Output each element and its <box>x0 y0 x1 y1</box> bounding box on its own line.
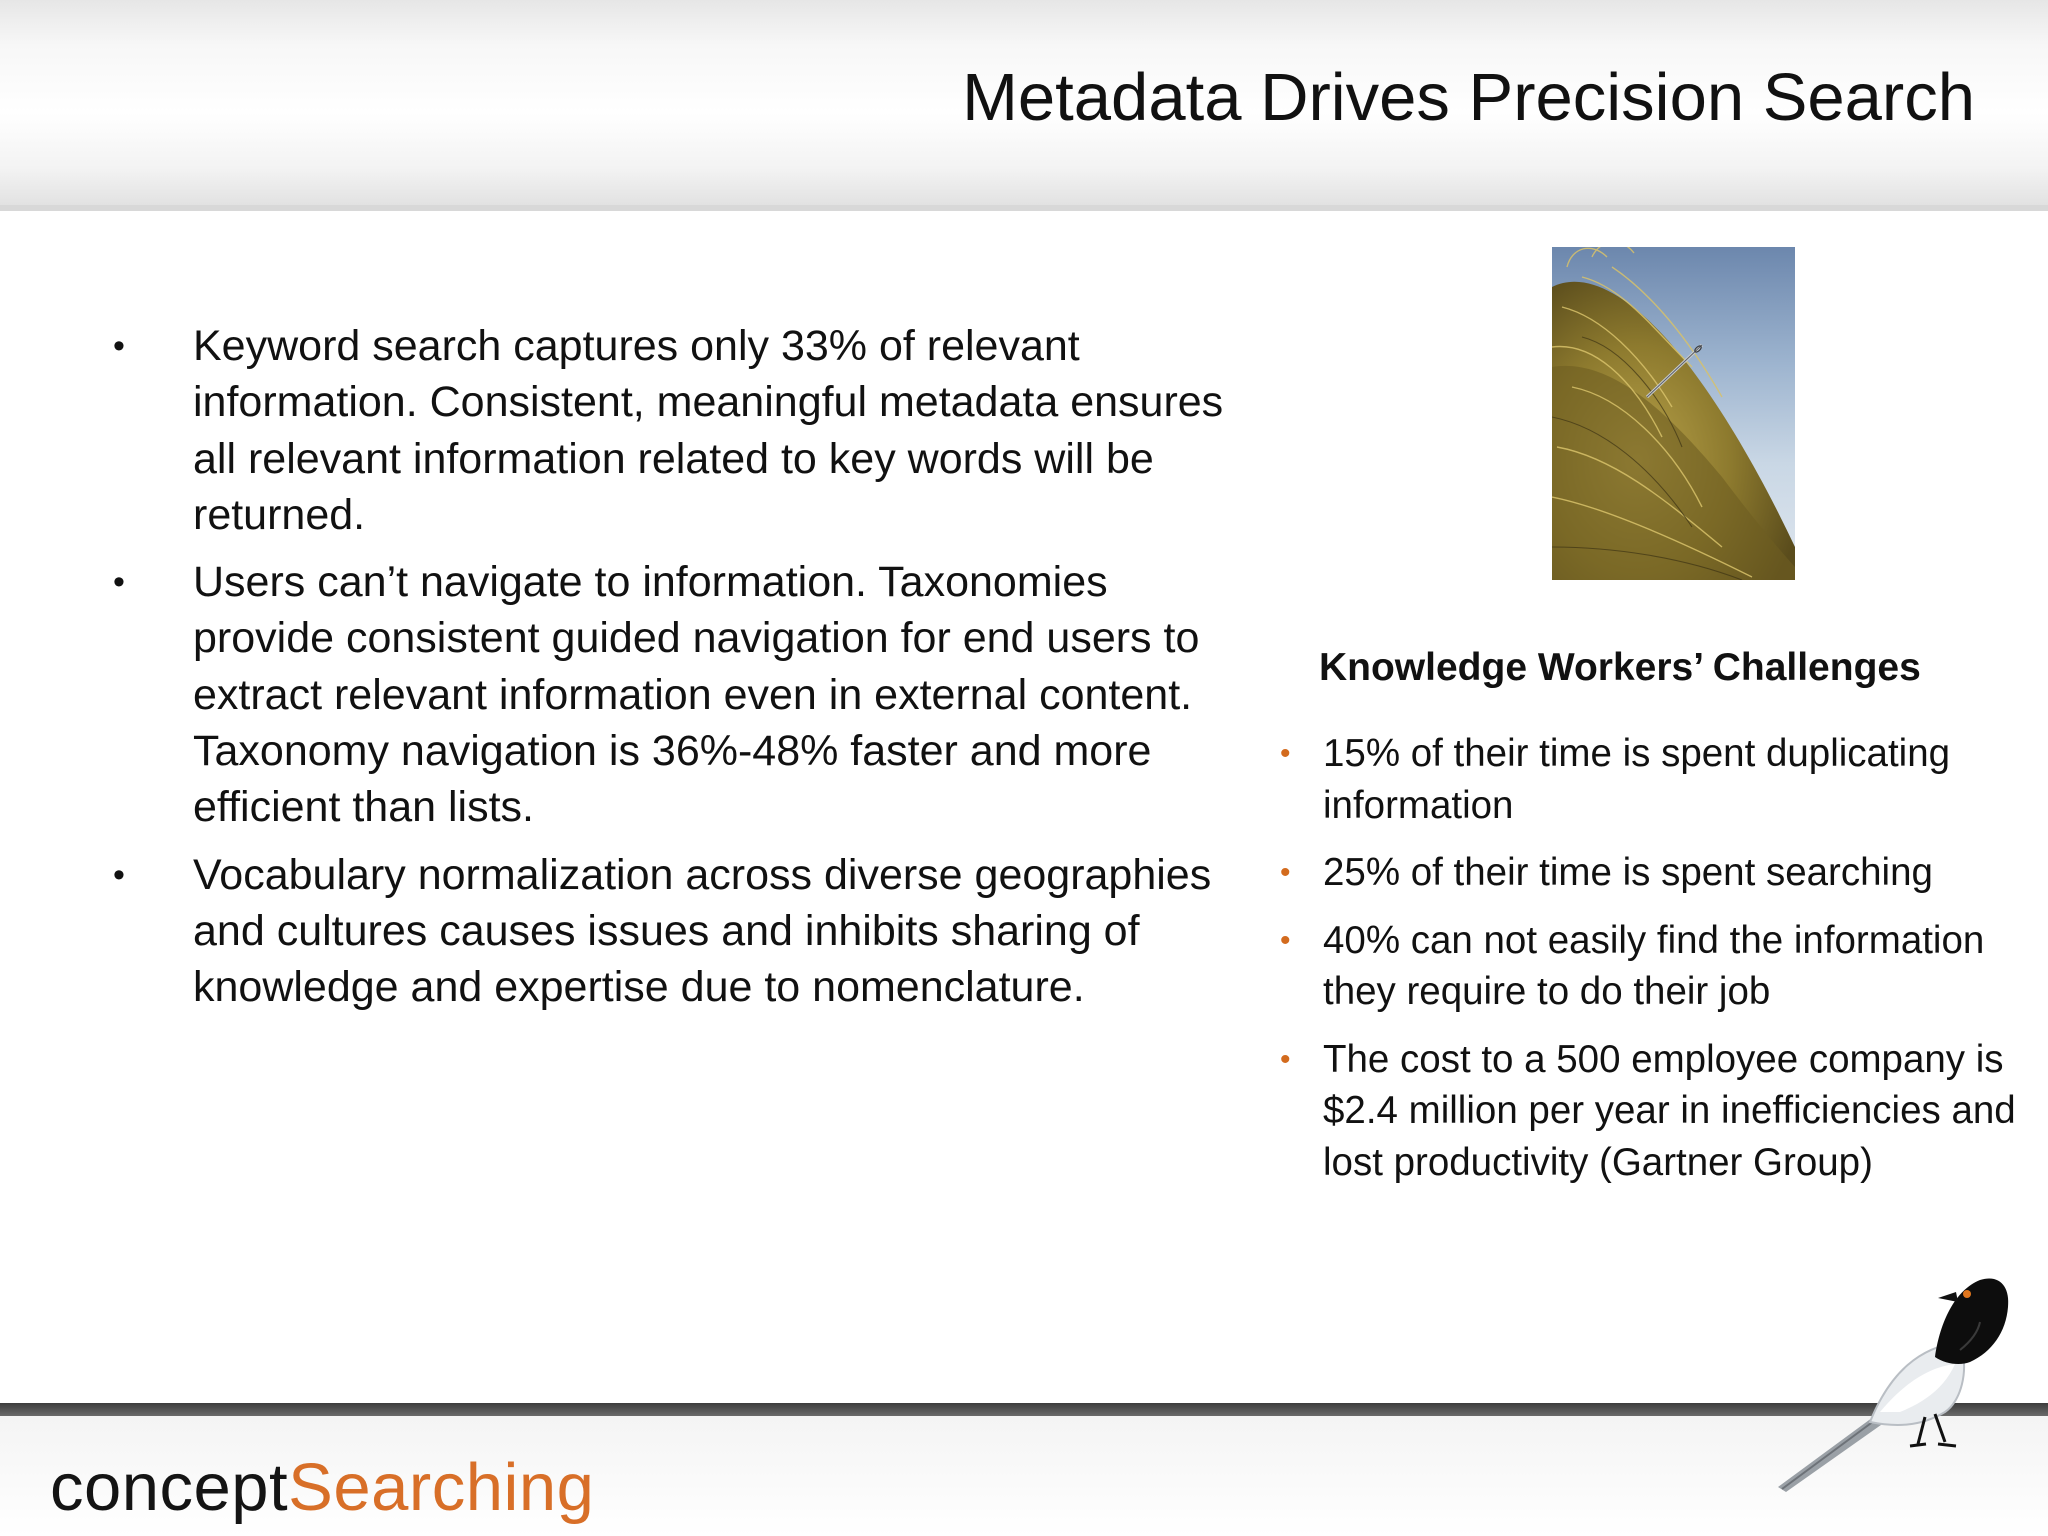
magpie-bird-icon <box>1760 1262 2010 1492</box>
orange-bullet-dot: • <box>1280 923 1291 957</box>
main-bullet-text: Vocabulary normalization across diverse geographies and cultures causes issues and inhibits sharing of knowledge and expertise due to nomenclature. <box>193 850 1212 1012</box>
sidebar-bullet-text: 15% of their time is spent duplicating information <box>1323 732 1951 827</box>
sidebar-bullet-item <box>1280 1034 2020 1189</box>
orange-bullet-dot: • <box>1280 856 1291 889</box>
sidebar-bullet-list <box>1280 728 2020 1204</box>
main-bullet-item <box>110 318 1240 543</box>
bullet-dot: • <box>113 327 125 365</box>
sidebar-bullet-item <box>1280 915 2020 1018</box>
sidebar-bullet-item <box>1280 847 2020 899</box>
slide-header <box>0 0 2048 211</box>
main-bullet-list <box>110 318 1240 1027</box>
bullet-dot: • <box>113 563 125 602</box>
main-bullet-item <box>110 554 1240 835</box>
sidebar-bullet-item <box>1280 728 2020 831</box>
logo-word-concept: concept <box>50 1450 289 1525</box>
sidebar-bullet-text: 25% of their time is spent searching <box>1323 851 1933 894</box>
haystack-illustration <box>1552 247 1795 580</box>
needle-in-haystack-photo <box>1552 247 1795 580</box>
slide-title: Metadata Drives Precision Search <box>962 60 1975 135</box>
bullet-dot: • <box>113 855 125 894</box>
footer-divider <box>0 1403 2048 1416</box>
main-bullet-text: Keyword search captures only 33% of relevant information. Consistent, meaningful metadata ensures all relevant information related to key words will be returned. <box>193 322 1224 539</box>
orange-bullet-dot: • <box>1280 737 1291 770</box>
main-bullet-item <box>110 847 1240 1016</box>
sidebar-bullet-text: 40% can not easily find the information they require to do their job <box>1323 918 1985 1013</box>
orange-bullet-dot: • <box>1280 1042 1291 1076</box>
sidebar-bullet-text: The cost to a 500 employee company is $2.4 million per year in inefficiencies and lost productivity (Gartner Group) <box>1323 1037 2016 1184</box>
main-bullet-text: Users can’t navigate to information. Taxonomies provide consistent guided navigation for end users to extract relevant information even in external content. Taxonomy navigation is 36%-48% faster and more efficient than lists. <box>193 558 1200 832</box>
concept-searching-logo <box>50 1448 594 1528</box>
logo-word-searching: Searching <box>288 1450 595 1525</box>
sidebar-heading: Knowledge Workers’ Challenges <box>1319 646 1921 689</box>
